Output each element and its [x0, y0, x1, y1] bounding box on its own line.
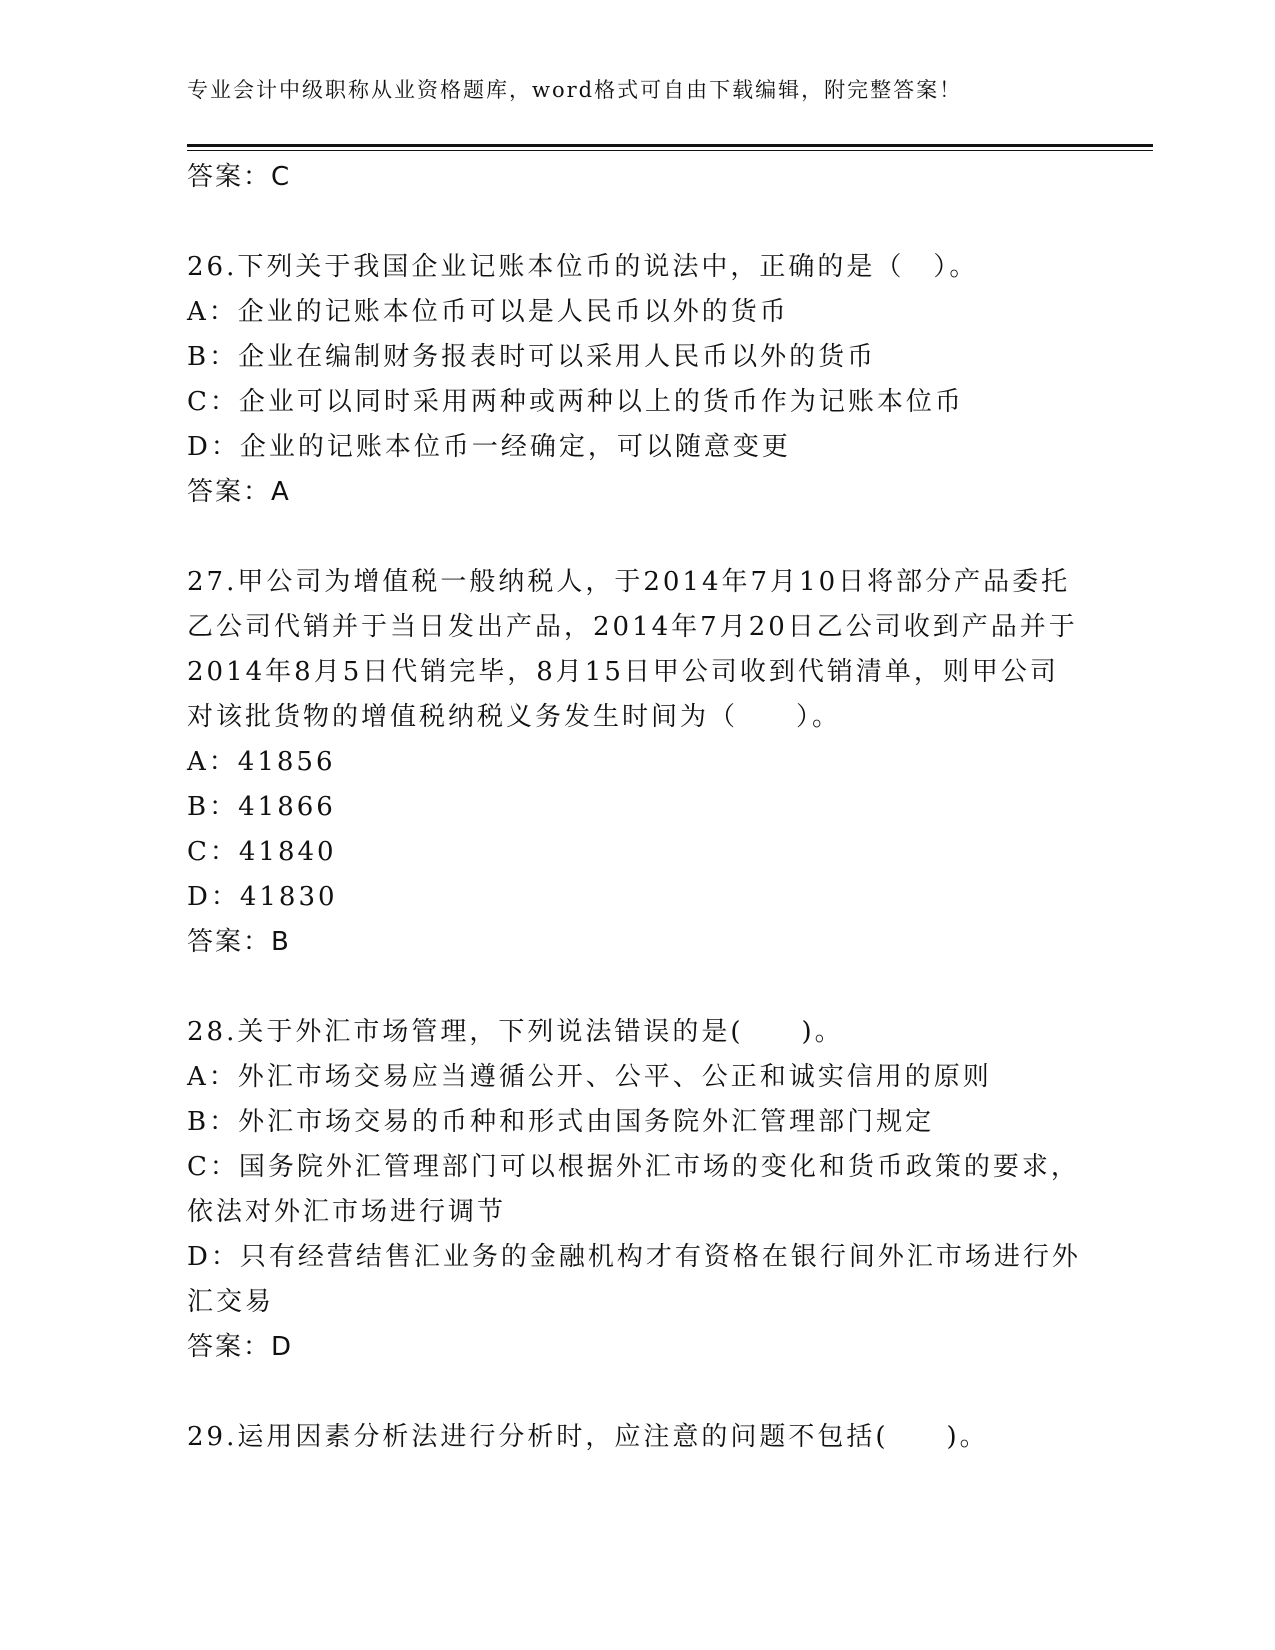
question-26 [187, 245, 1087, 515]
option-c: C：企业可以同时采用两种或两种以上的货币作为记账本位币 [187, 387, 964, 417]
option-b: B：企业在编制财务报表时可以采用人民币以外的货币 [187, 342, 877, 372]
previous-answer: 答案：C [187, 162, 292, 192]
option-a: A：41856 [187, 747, 336, 777]
page-header: 专业会计中级职称从业资格题库，word格式可自由下载编辑，附完整答案！ [187, 78, 963, 102]
header-rule-thick [187, 144, 1153, 147]
answer: 答案：D [187, 1332, 294, 1362]
question-stem: 28.关于外汇市场管理，下列说法错误的是( )。 [187, 1017, 844, 1047]
option-d: D：企业的记账本位币一经确定，可以随意变更 [187, 432, 791, 462]
option-c-continued: 依法对外汇市场进行调节 [187, 1197, 507, 1227]
question-29 [187, 1415, 1087, 1460]
question-stem: 29.运用因素分析法进行分析时，应注意的问题不包括( )。 [187, 1422, 989, 1452]
option-d-continued: 汇交易 [187, 1287, 275, 1317]
option-d: D：只有经营结售汇业务的金融机构才有资格在银行间外汇市场进行外 [187, 1242, 1081, 1272]
option-a: A：外汇市场交易应当遵循公开、公平、公正和诚实信用的原则 [187, 1062, 992, 1092]
option-a: A：企业的记账本位币可以是人民币以外的货币 [187, 297, 789, 327]
question-27 [187, 560, 1087, 965]
spacer [187, 1370, 1087, 1415]
answer: 答案：A [187, 477, 291, 507]
spacer [187, 200, 1087, 245]
option-b: B：外汇市场交易的币种和形式由国务院外汇管理部门规定 [187, 1107, 935, 1137]
option-b: B：41866 [187, 792, 336, 822]
option-c: C：国务院外汇管理部门可以根据外汇市场的变化和货币政策的要求， [187, 1152, 1080, 1182]
spacer [187, 515, 1087, 560]
question-stem: 27.甲公司为增值税一般纳税人，于2014年7月10日将部分产品委托 [187, 567, 1071, 597]
question-28 [187, 1010, 1087, 1370]
question-stem: 26.下列关于我国企业记账本位币的说法中，正确的是（ ）。 [187, 252, 979, 282]
option-d: D：41830 [187, 882, 338, 912]
option-c: C：41840 [187, 837, 337, 867]
question-stem: 2014年8月5日代销完毕，8月15日甲公司收到代销清单，则甲公司 [187, 657, 1059, 687]
header-rule-thin [187, 150, 1153, 151]
answer: 答案：B [187, 927, 291, 957]
spacer [187, 965, 1087, 1010]
question-stem: 对该批货物的增值税纳税义务发生时间为（ ）。 [187, 702, 842, 732]
question-list [187, 155, 1087, 1460]
question-stem: 乙公司代销并于当日发出产品，2014年7月20日乙公司收到产品并于 [187, 612, 1078, 642]
